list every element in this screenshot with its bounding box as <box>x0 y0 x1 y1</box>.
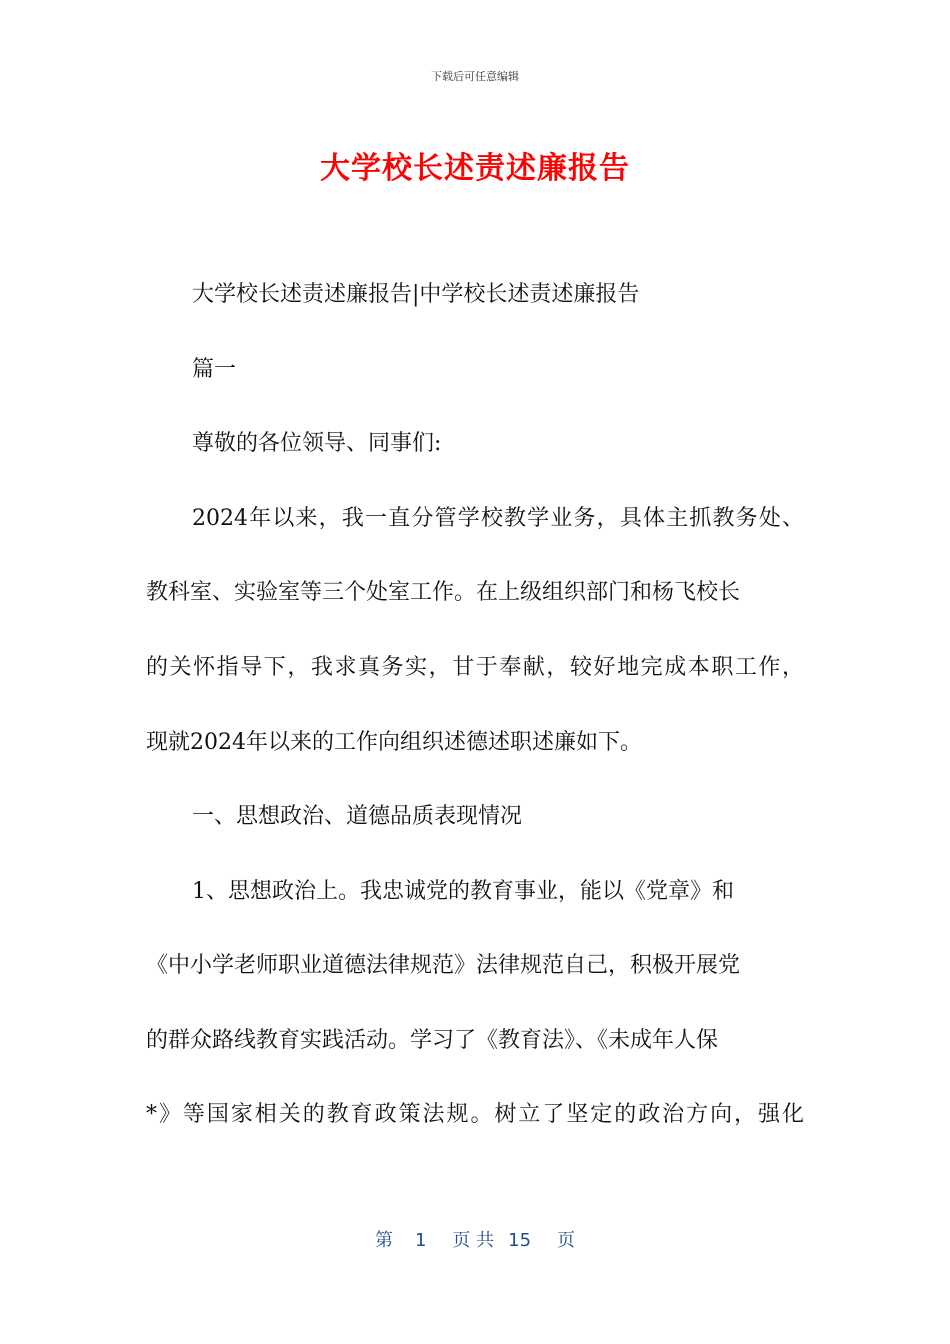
paragraph-line: 现就2024年以来的工作向组织述德述职述廉如下。 <box>146 730 642 755</box>
page-prefix: 第 <box>374 1230 393 1251</box>
current-page-number: 1 <box>414 1230 427 1251</box>
header-note: 下载后可任意编辑 <box>431 70 519 83</box>
paragraph-subtitle: 大学校长述责述廉报告|中学校长述责述廉报告 <box>192 282 640 307</box>
document-title: 大学校长述责述廉报告 <box>320 151 630 186</box>
paragraph-salutation: 尊敬的各位领导、同事们: <box>192 431 442 456</box>
paragraph-heading: 一、思想政治、道德品质表现情况 <box>192 804 523 829</box>
paragraph-line: 2024年以来，我一直分管学校教学业务，具体主抓教务处、 <box>192 506 804 531</box>
paragraph-section-label: 篇一 <box>192 357 237 382</box>
total-pages-number: 15 <box>508 1230 532 1251</box>
page-footer <box>0 1226 950 1252</box>
paragraph-line: 的群众路线教育实践活动。学习了《教育法》、《未成年人保 <box>146 1028 719 1053</box>
page-mid: 页 共 <box>452 1230 495 1251</box>
paragraph-line: 教科室、实验室等三个处室工作。在上级组织部门和杨飞校长 <box>146 580 741 605</box>
paragraph-line: 《中小学老师职业道德法律规范》法律规范自己，积极开展党 <box>146 953 741 978</box>
paragraph-line: 的关怀指导下，我求真务实，甘于奉献，较好地完成本职工作， <box>146 655 804 680</box>
page-suffix: 页 <box>557 1230 576 1251</box>
paragraph-line: *》等国家相关的教育政策法规。树立了坚定的政治方向，强化 <box>146 1102 804 1127</box>
paragraph-line: 1、思想政治上。我忠诚党的教育事业，能以《党章》和 <box>192 879 734 904</box>
